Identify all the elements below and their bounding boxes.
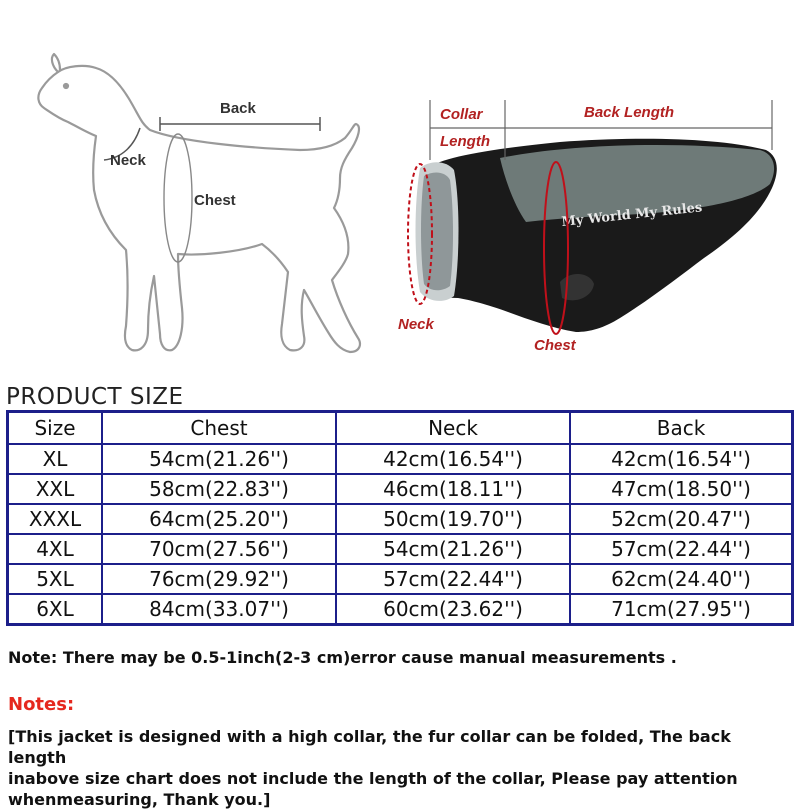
chest-cell: 54cm(21.26'') bbox=[102, 444, 336, 474]
table-row bbox=[8, 564, 792, 594]
header-size: Size bbox=[8, 412, 102, 444]
dog-chest-measure-line bbox=[164, 134, 192, 262]
back-cell: 71cm(27.95'') bbox=[570, 594, 792, 624]
table-row bbox=[8, 504, 792, 534]
header-chest: Chest bbox=[102, 412, 336, 444]
neck-cell: 46cm(18.11'') bbox=[336, 474, 570, 504]
neck-cell: 54cm(21.26'') bbox=[336, 534, 570, 564]
notes-line: inabove size chart does not include the length of the collar, Please pay attention bbox=[8, 769, 738, 788]
table-row bbox=[8, 444, 792, 474]
size-table bbox=[6, 410, 794, 626]
measurement-note: Note: There may be 0.5-1inch(2-3 cm)error cause manual measurements . bbox=[8, 648, 677, 667]
table-row bbox=[8, 474, 792, 504]
collar-length-label: Length bbox=[440, 133, 490, 150]
size-cell: 4XL bbox=[8, 534, 102, 564]
size-cell: XXXL bbox=[8, 504, 102, 534]
table-row bbox=[8, 534, 792, 564]
notes-body bbox=[8, 726, 778, 810]
dog-chest-label: Chest bbox=[194, 192, 236, 209]
chest-cell: 64cm(25.20'') bbox=[102, 504, 336, 534]
table-row bbox=[8, 594, 792, 624]
header-back: Back bbox=[570, 412, 792, 444]
neck-cell: 42cm(16.54'') bbox=[336, 444, 570, 474]
chest-cell: 58cm(22.83'') bbox=[102, 474, 336, 504]
back-length-label: Back Length bbox=[584, 104, 675, 121]
jacket-neck-label: Neck bbox=[398, 316, 434, 333]
jacket-illustration bbox=[416, 139, 777, 332]
neck-cell: 50cm(19.70'') bbox=[336, 504, 570, 534]
dog-back-measure-line bbox=[160, 117, 320, 131]
size-cell: XL bbox=[8, 444, 102, 474]
chest-cell: 76cm(29.92'') bbox=[102, 564, 336, 594]
jacket-chest-label: Chest bbox=[534, 337, 576, 354]
back-cell: 62cm(24.40'') bbox=[570, 564, 792, 594]
chest-cell: 70cm(27.56'') bbox=[102, 534, 336, 564]
neck-cell: 60cm(23.62'') bbox=[336, 594, 570, 624]
size-cell: XXL bbox=[8, 474, 102, 504]
neck-cell: 57cm(22.44'') bbox=[336, 564, 570, 594]
back-cell: 52cm(20.47'') bbox=[570, 504, 792, 534]
notes-line: [This jacket is designed with a high collar, the fur collar can be folded, The back length bbox=[8, 727, 731, 767]
size-table-header-row bbox=[8, 412, 792, 444]
size-cell: 6XL bbox=[8, 594, 102, 624]
dog-back-label: Back bbox=[220, 100, 256, 117]
header-neck: Neck bbox=[336, 412, 570, 444]
chest-cell: 84cm(33.07'') bbox=[102, 594, 336, 624]
back-cell: 57cm(22.44'') bbox=[570, 534, 792, 564]
dog-neck-label: Neck bbox=[110, 152, 146, 169]
size-cell: 5XL bbox=[8, 564, 102, 594]
back-cell: 47cm(18.50'') bbox=[570, 474, 792, 504]
jacket-print-text: My World My Rules bbox=[560, 200, 703, 230]
collar-label: Collar bbox=[440, 106, 483, 123]
notes-line: whenmeasuring, Thank you.] bbox=[8, 790, 271, 809]
back-cell: 42cm(16.54'') bbox=[570, 444, 792, 474]
notes-heading: Notes: bbox=[8, 694, 75, 715]
product-size-title: PRODUCT SIZE bbox=[6, 384, 184, 410]
measurement-diagrams bbox=[0, 0, 800, 380]
